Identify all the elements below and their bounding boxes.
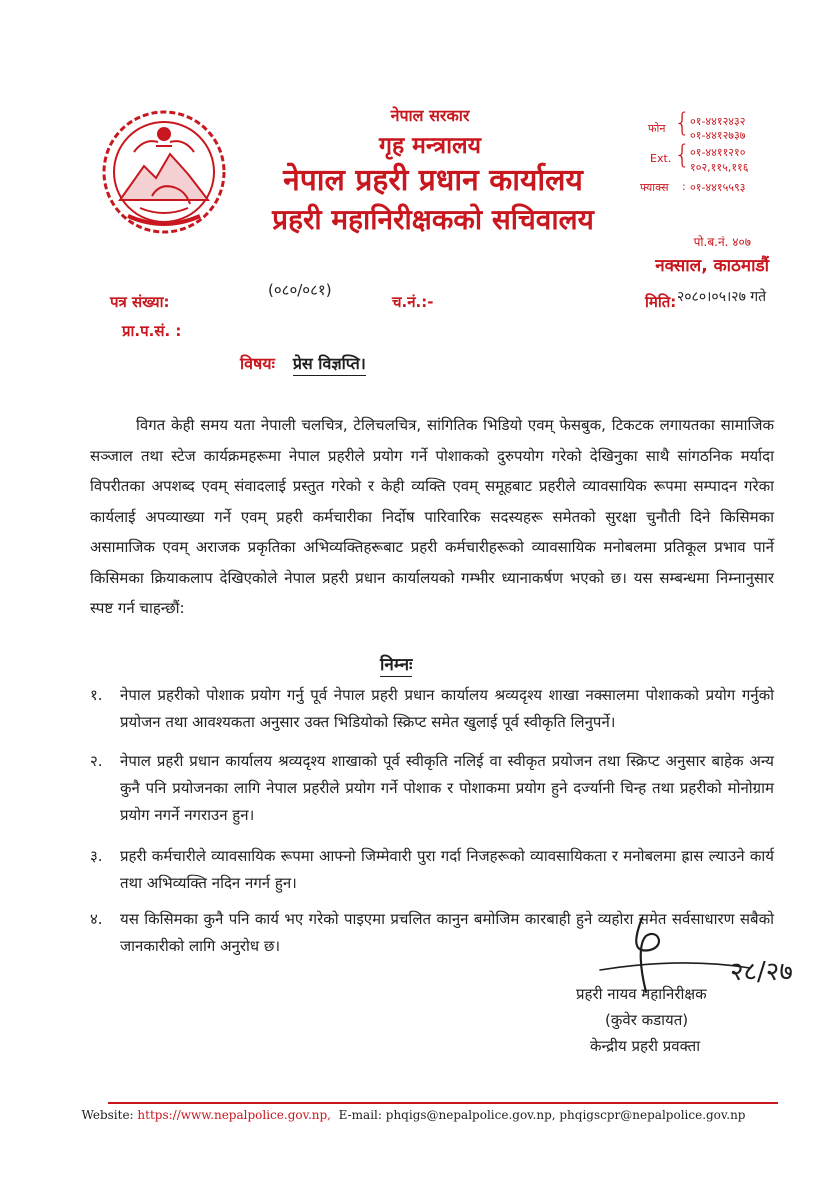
list-item-number: ४. xyxy=(90,910,103,928)
phone-label: फोन xyxy=(648,122,666,135)
list-item xyxy=(90,682,774,736)
body-text: विगत केही समय यता नेपाली चलचित्र, टेलिचलचित्र, सांगितिक भिडियो एवम् फेसबुक, टिकटक लगायतका सामाजिक सञ्जाल तथा स्टेज कार्यक्रमहरूमा नेपाल प्रहरीले प्रयोग गर्ने पोशाकको दुरुपयोग गरेको देखिनुका साथै सांगठनिक मर्यादा विपरीतका अपशब्द एवम् संवादलाई प्रस्तुत गरेको र केही व्यक्ति एवम् समूहबाट प्रहरीले व्यावसायिक रूपमा सम्पादन गरेका कार्यलाई अपव्याख्या गर्ने एवम् प्रहरी कर्मचारीका निर्दोष पारिवारिक सदस्यहरू समेतको सुरक्षा चुनौती दिने किसिमका असामाजिक एवम् अराजक प्रकृतिका अभिव्यक्तिहरूबाट प्रहरी कर्मचारीहरूको व्यावसायिक मनोबलमा प्रतिकूल प्रभाव पार्ने किसिमका क्रियाकलाप देखिएकोले नेपाल प्रहरी प्रधान कार्यालयको गम्भीर ध्यानाकर्षण भएको छ। यस सम्बन्धमा निम्नानुसार स्पष्ट गर्न चाहन्छौं: xyxy=(90,416,774,617)
phone-brace: { xyxy=(674,108,691,138)
phone-number-1: ०१-४४१२४३२ xyxy=(690,115,746,128)
dispatch-number-label: च.नं.:- xyxy=(392,293,434,311)
footer-email-links[interactable]: phqigs@nepalpolice.gov.np, phqigscpr@nepalpolice.gov.np xyxy=(385,1108,746,1122)
list-item-text: यस किसिमका कुनै पनि कार्य भए गरेको पाइएमा प्रचलित कानुन बमोजिम कारबाही हुने व्यहोरा समेत सर्वसाधारण सबैको जानकारीको लागि अनुरोध छ। xyxy=(120,910,774,955)
date-value: २०८०।०५।२७ गते xyxy=(677,289,767,305)
phone-number-2: ०१-४४१२७३७ xyxy=(690,129,746,142)
nepal-emblem-icon xyxy=(100,108,228,236)
reference-label: प्रा.प.सं. : xyxy=(122,322,182,340)
subject-value: प्रेस विज्ञप्ति। xyxy=(293,354,366,376)
signatory-role: केन्द्रीय प्रहरी प्रवक्ता xyxy=(590,1037,701,1055)
fax-label: फ्याक्स xyxy=(640,181,669,194)
footer xyxy=(0,1108,827,1122)
list-heading: निम्नः xyxy=(380,652,412,677)
subject-label: विषयः xyxy=(240,354,275,373)
ministry-name: गृह मन्त्रालय xyxy=(379,133,481,159)
list-item-text: नेपाल प्रहरीको पोशाक प्रयोग गर्नु पूर्व नेपाल प्रहरी प्रधान कार्यालय श्रव्यदृश्य शाखा नक्सालमा पोशाकको प्रयोग गर्नुको प्रयोजन तथा आवश्यकता अनुसार उक्त भिडियोको स्क्रिप्ट समेत खुलाई पूर्व स्वीकृति लिनुपर्ने। xyxy=(120,686,774,731)
body-paragraph xyxy=(90,410,774,624)
office-address: नक्साल, काठमाडौं xyxy=(655,256,769,276)
handwritten-date: २८/२७ xyxy=(730,957,793,987)
list-item-number: १. xyxy=(90,686,103,704)
ext-label: Ext. xyxy=(650,152,672,165)
signatory-name: (कुवेर कडायत) xyxy=(605,1011,689,1029)
list-item-number: २. xyxy=(90,752,103,770)
subject-line xyxy=(240,352,366,374)
list-item-text: प्रहरी कर्मचारीले व्यावसायिक रूपमा आफ्नो जिम्मेवारी पुरा गर्दा निजहरूको व्यावसायिकता र मनोबलमा ह्रास ल्याउने कार्य तथा अभिव्यक्ति नदिन नगर्न हुन। xyxy=(120,847,774,892)
po-box: पो.ब.नं. ४०७ xyxy=(693,235,751,249)
signatory-title: प्रहरी नायव महानिरीक्षक xyxy=(576,985,707,1003)
letter-number-label: पत्र संख्या: xyxy=(110,293,170,311)
footer-website-link[interactable]: https://www.nepalpolice.gov.np, xyxy=(137,1108,331,1122)
ext-brace: { xyxy=(674,140,691,170)
fax-separator: : xyxy=(682,180,686,193)
secretariat-name: प्रहरी महानिरीक्षकको सचिवालय xyxy=(272,203,594,236)
list-item-text: नेपाल प्रहरी प्रधान कार्यालय श्रव्यदृश्य शाखाको पूर्व स्वीकृति नलिई वा स्वीकृत प्रयोजन तथा स्क्रिप्ट अनुसार बाहेक अन्य कुनै पनि प्रयोजनका लागि नेपाल प्रहरीले प्रयोग गर्ने पोशाक र पोशाकमा प्रयोग हुने दर्ज्यानी चिन्ह तथा प्रहरीको मोनोग्राम प्रयोग नगर्ने नगराउन हुन। xyxy=(120,752,774,824)
footer-website-label: Website: xyxy=(81,1108,134,1122)
footer-email-label: E-mail: xyxy=(338,1108,382,1122)
fax-number: ०१-४४१५५९३ xyxy=(690,181,746,194)
government-name: नेपाल सरकार xyxy=(390,106,470,125)
ext-number-2: १०२,११५,११६ xyxy=(690,161,749,174)
ext-number-1: ०१-४४११२१० xyxy=(690,146,746,159)
list-item xyxy=(90,843,774,897)
footer-divider xyxy=(108,1102,778,1104)
list-item xyxy=(90,748,774,829)
fiscal-year: (०८०/०८१) xyxy=(268,281,332,299)
date-label: मिति: xyxy=(645,293,677,311)
list-item-number: ३. xyxy=(90,847,103,865)
office-name: नेपाल प्रहरी प्रधान कार्यालय xyxy=(283,163,583,198)
